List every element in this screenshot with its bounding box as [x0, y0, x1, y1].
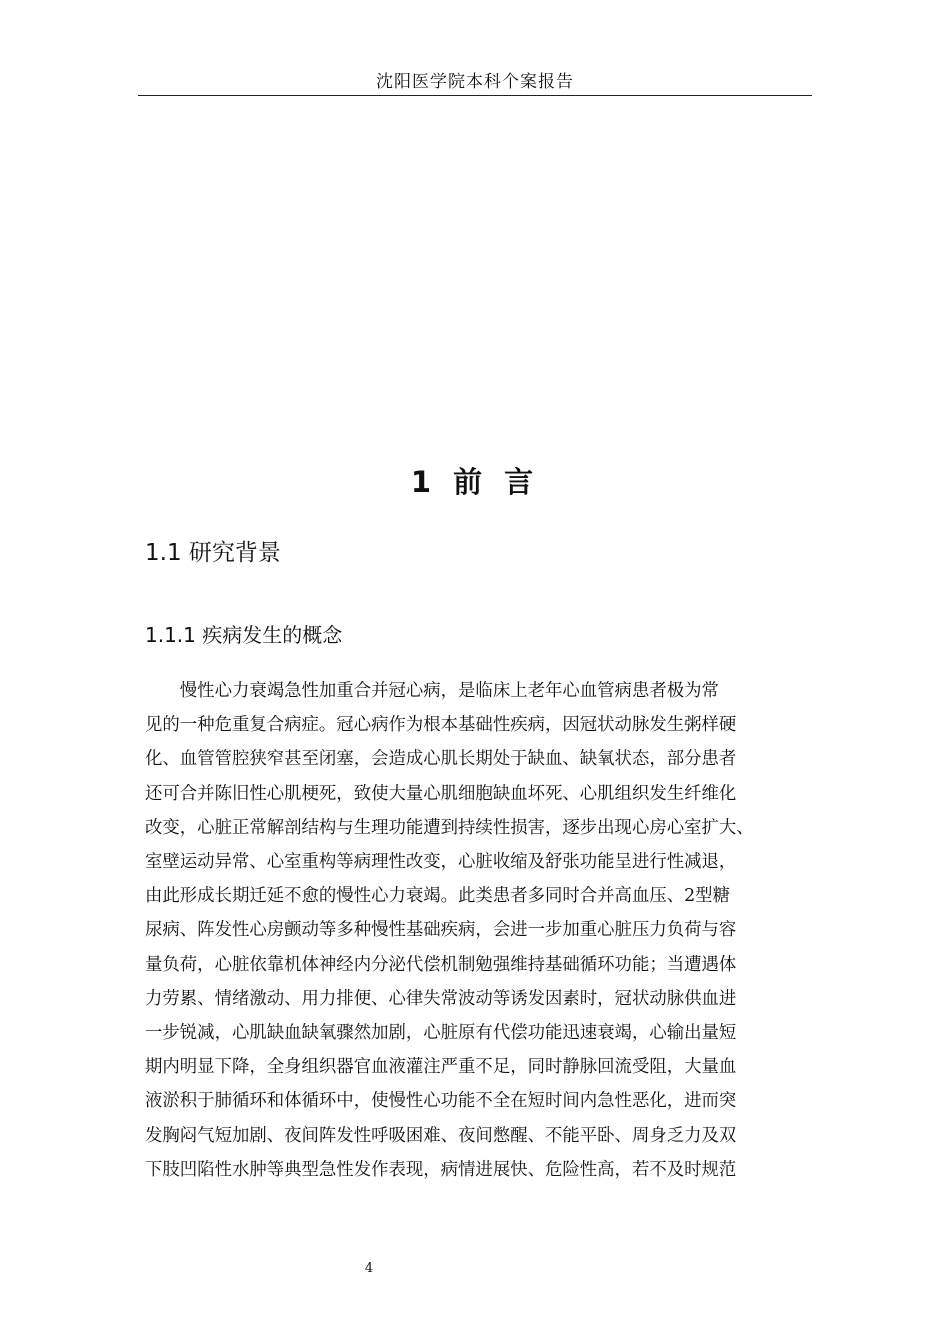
body-line: 发胸闷气短加剧、夜间阵发性呼吸困难、夜间憋醒、不能平卧、周身乏力及双 — [145, 1125, 737, 1146]
body-line: 室壁运动异常、心室重构等病理性改变，心脏收缩及舒张功能呈进行性减退， — [145, 852, 737, 873]
body-line: 一步锐减，心肌缺血缺氧骤然加剧，心脏原有代偿功能迅速衰竭，心输出量短 — [145, 1023, 737, 1044]
section-title: 1.1 研究背景 — [145, 540, 281, 566]
body-line: 还可合并陈旧性心肌梗死，致使大量心肌细胞缺血坏死、心肌组织发生纤维化 — [145, 783, 737, 804]
running-header: 沈阳医学院本科个案报告 — [376, 72, 574, 92]
header-divider — [138, 95, 812, 96]
body-line: 液淤积于肺循环和体循环中，使慢性心功能不全在短时间内急性恶化，进而突 — [145, 1091, 737, 1112]
body-line: 量负荷，心脏依靠机体神经内分泌代偿机制勉强维持基础循环功能；当遭遇体 — [145, 954, 737, 975]
body-line: 改变，心脏正常解剖结构与生理功能遭到持续性损害，逐步出现心房心室扩大、 — [145, 817, 754, 838]
body-line: 力劳累、情绪激动、用力排便、心律失常波动等诱发因素时，冠状动脉供血进 — [145, 988, 737, 1009]
chapter-title: 1 前 言 — [410, 465, 540, 499]
body-line: 化、血管管腔狭窄甚至闭塞，会造成心肌长期处于缺血、缺氧状态，部分患者 — [145, 749, 737, 770]
subsection-title: 1.1.1 疾病发生的概念 — [145, 623, 343, 647]
body-line: 见的一种危重复合病症。冠心病作为根本基础性疾病，因冠状动脉发生粥样硬 — [145, 715, 737, 736]
page-number: 4 — [364, 1261, 374, 1276]
body-line: 下肢凹陷性水肿等典型急性发作表现，病情进展快、危险性高，若不及时规范 — [145, 1159, 737, 1180]
body-line: 尿病、阵发性心房颤动等多种慢性基础疾病，会进一步加重心脏压力负荷与容 — [145, 920, 737, 941]
body-line: 由此形成长期迁延不愈的慢性心力衰竭。此类患者多同时合并高血压、2型糖 — [145, 886, 730, 907]
body-line: 期内明显下降，全身组织器官血液灌注严重不足，同时静脉回流受阻，大量血 — [145, 1057, 737, 1078]
body-line: 慢性心力衰竭急性加重合并冠心病，是临床上老年心血管病患者极为常 — [145, 681, 719, 701]
body-paragraph — [145, 674, 823, 1187]
